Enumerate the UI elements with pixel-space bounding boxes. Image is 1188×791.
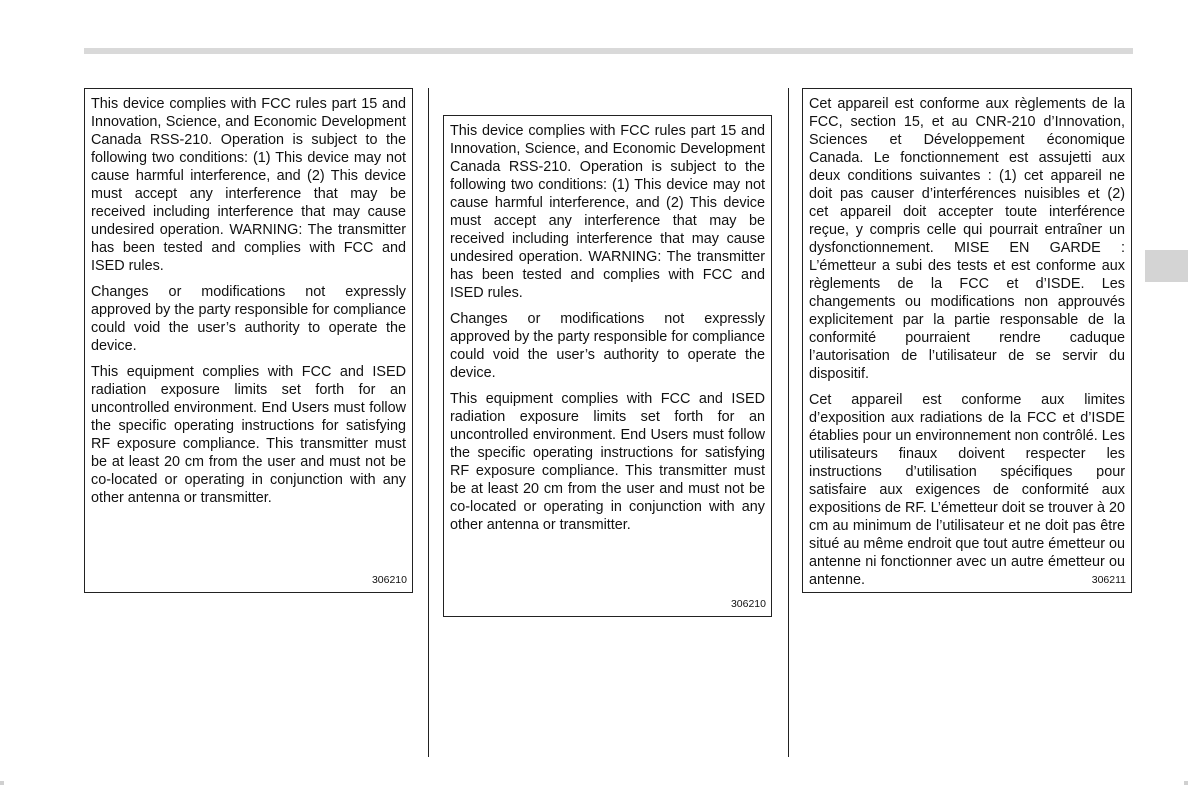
- crop-mark: [1184, 781, 1188, 785]
- column-divider: [428, 88, 429, 757]
- fcc-notice-box-english: [443, 115, 772, 617]
- figure-code: 306211: [1091, 574, 1126, 586]
- rf-exposure-paragraph: This equipment complies with FCC and ISED radiation exposure limits set forth for an uncontrolled environment. End Users must follow the specific operating instructions for satisfying RF exposure compliance. This transmitter must be at least 20 cm from the user and must not be co-located or operating in conjunction with any other antenna or transmitter.: [91, 364, 406, 506]
- column-divider: [788, 88, 789, 757]
- fcc-notice-box-french: [802, 88, 1132, 593]
- header-rule: [84, 48, 1133, 54]
- section-tab: [1145, 250, 1188, 282]
- fcc-compliance-paragraph: Cet appareil est conforme aux règlements de la FCC, section 15, et au CNR-210 d’Innovation, Sciences et Développement économique Canada. Le fonctionnement est assujetti aux deux conditions suivantes : (1) cet appareil ne doit pas causer d’interférences nuisibles et (2) cet appareil doit accepter toute interférence reçue, y compris celle qui pourrait entraîner un dysfonctionnement. MISE EN GARDE : L’émetteur a subi des tests et est conforme aux règlements de la FCC et d’ISDE. Les changements ou modifications non approuvés explicitement par la partie responsable de la conformité pourraient rendre caduque l’autorisation de l’utilisateur de se servir du dispositif.: [809, 96, 1125, 382]
- fcc-compliance-paragraph: This device complies with FCC rules part 15 and Innovation, Science, and Economic Development Canada RSS-210. Operation is subject to the following two conditions: (1) This device may not cause harmful interference, and (2) This device must accept any interference that may be received including interference that may cause undesired operation. WARNING: The transmitter has been tested and complies with FCC and ISED rules.: [450, 123, 765, 301]
- rf-exposure-paragraph: Cet appareil est conforme aux limites d’exposition aux radiations de la FCC et d’ISDE établies pour un environnement non contrôlé. Les utilisateurs finaux doivent respecter les instructions d’utilisation spécifiques pour satisfaire aux exigences de conformité aux expositions de RF. L’émetteur doit se trouver à 20 cm au minimum de l’utilisateur et ne doit pas être situé au même endroit que tout autre émetteur ou antenne ni fonctionner avec un autre émetteur ou antenne.: [809, 392, 1126, 588]
- modification-warning-paragraph: Changes or modifications not expressly approved by the party responsible for compliance could void the user’s authority to operate the device.: [450, 311, 765, 381]
- figure-code: 306210: [371, 574, 407, 586]
- fcc-notice-box-english: [84, 88, 413, 593]
- fcc-compliance-paragraph: This device complies with FCC rules part 15 and Innovation, Science, and Economic Development Canada RSS-210. Operation is subject to the following two conditions: (1) This device may not cause harmful interference, and (2) This device must accept any interference that may be received including interference that may cause undesired operation. WARNING: The transmitter has been tested and complies with FCC and ISED rules.: [91, 96, 406, 274]
- modification-warning-paragraph: Changes or modifications not expressly approved by the party responsible for compliance could void the user’s authority to operate the device.: [91, 284, 406, 354]
- figure-code: 306210: [730, 598, 766, 610]
- crop-mark: [0, 781, 4, 785]
- rf-exposure-paragraph: This equipment complies with FCC and ISED radiation exposure limits set forth for an uncontrolled environment. End Users must follow the specific operating instructions for satisfying RF exposure compliance. This transmitter must be at least 20 cm from the user and must not be co-located or operating in conjunction with any other antenna or transmitter.: [450, 391, 765, 533]
